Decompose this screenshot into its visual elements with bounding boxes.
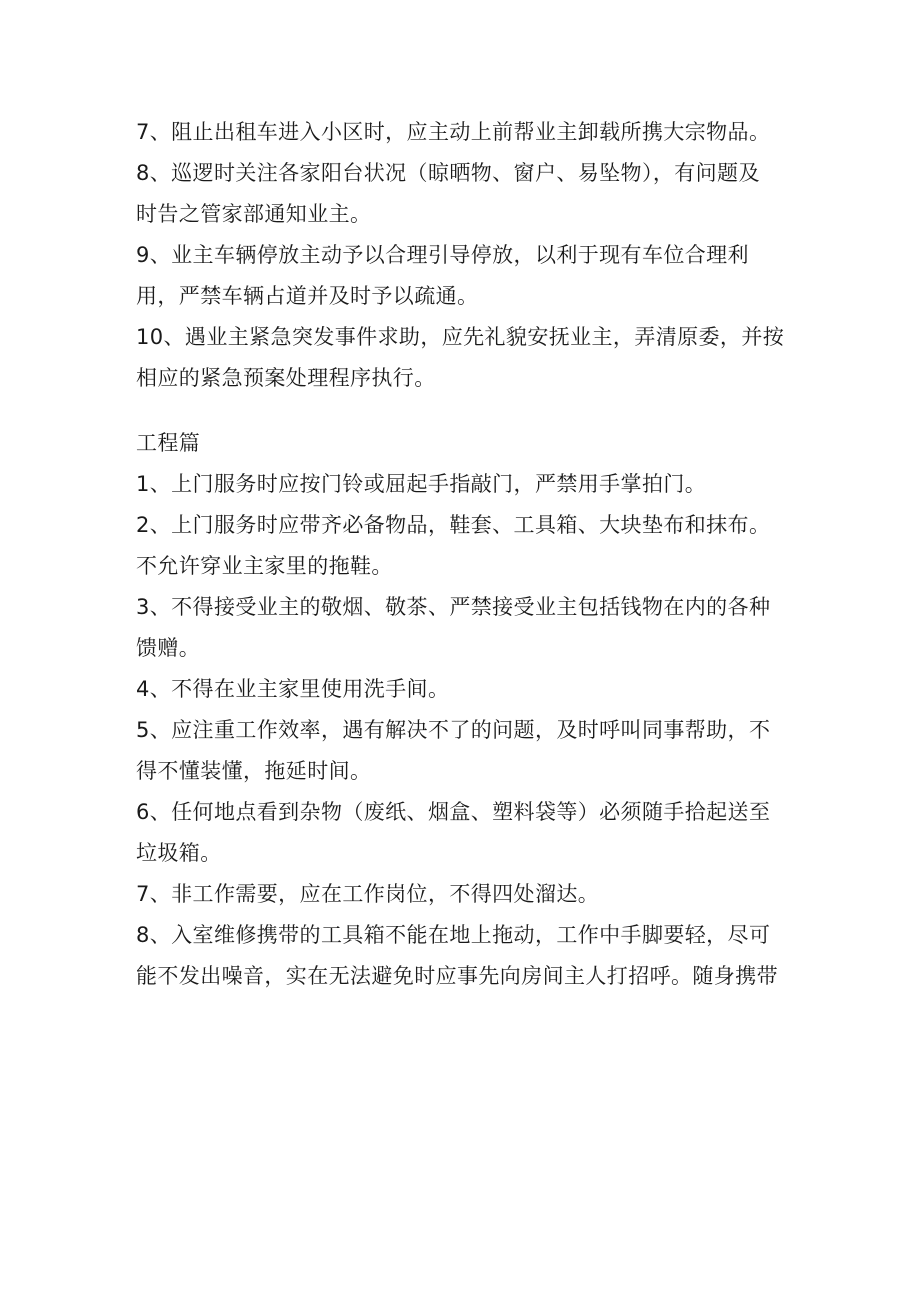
text-line: 4、不得在业主家里使用洗手间。	[136, 677, 450, 701]
text-line: 不允许穿业主家里的拖鞋。	[136, 554, 393, 578]
text-line: 8、入室维修携带的工具箱不能在地上拖动，工作中手脚要轻，尽可	[136, 923, 771, 947]
text-line: 得不懂装懂，拖延时间。	[136, 759, 372, 783]
text-line: 10、遇业主紧急突发事件求助，应先礼貌安抚业主，弄清原委，并按	[136, 325, 785, 349]
document-body	[136, 112, 796, 997]
text-line: 8、巡逻时关注各家阳台状况（晾晒物、窗户、易坠物），有问题及	[136, 161, 760, 185]
text-line: 2、上门服务时应带齐必备物品，鞋套、工具箱、大块垫布和抹布。	[136, 513, 771, 537]
section-heading: 工程篇	[136, 431, 201, 455]
text-line: 1、上门服务时应按门铃或屈起手指敲门，严禁用手掌拍门。	[136, 472, 707, 496]
text-line: 7、阻止出租车进入小区时，应主动上前帮业主卸载所携大宗物品。	[136, 120, 771, 144]
text-line: 9、业主车辆停放主动予以合理引导停放，以利于现有车位合理利	[136, 243, 749, 267]
text-line: 馈赠。	[136, 636, 201, 660]
text-line: 能不发出噪音，实在无法避免时应事先向房间主人打招呼。随身携带	[136, 964, 778, 988]
text-line: 用，严禁车辆占道并及时予以疏通。	[136, 284, 479, 308]
text-line: 6、任何地点看到杂物（废纸、烟盒、塑料袋等）必须随手拾起送至	[136, 800, 771, 824]
text-line: 3、不得接受业主的敬烟、敬茶、严禁接受业主包括钱物在内的各种	[136, 595, 771, 619]
text-line: 时告之管家部通知业主。	[136, 202, 372, 226]
text-line: 垃圾箱。	[136, 841, 222, 865]
text-line: 相应的紧急预案处理程序执行。	[136, 366, 436, 390]
text-line: 5、应注重工作效率，遇有解决不了的问题，及时呼叫同事帮助，不	[136, 718, 771, 742]
text-line: 7、非工作需要，应在工作岗位，不得四处溜达。	[136, 882, 600, 906]
